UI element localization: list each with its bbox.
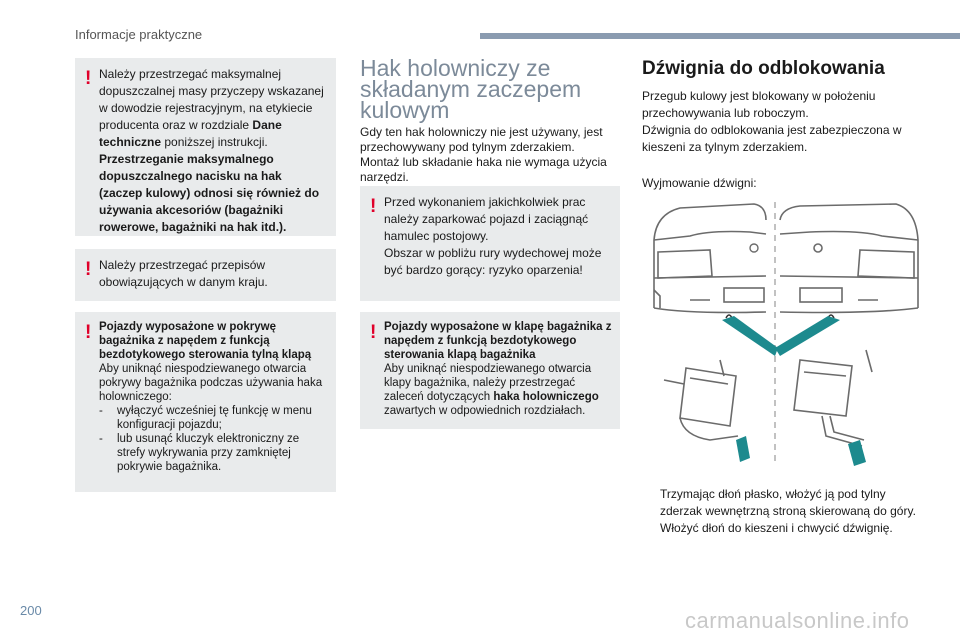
parking-warning: Przed wykonaniem jakichkolwiek prac należy zaparkować pojazd i zaciągnąć hamulec postojowy. Obszar w pobliżu rury wydechowej może być bardzo gorący: ryzyko oparzenia! [384,195,602,277]
warning-icon: ! [85,322,92,343]
car-rear-left-figure [654,204,766,313]
warning-box-regulations [75,249,336,301]
arrow-icon [736,436,750,462]
lever-right-figure [794,350,872,446]
arrow-icon [848,440,866,466]
lever-left-figure [664,360,738,440]
section-title-lever: Dźwignia do odblokowania [642,58,885,79]
bullet-icon [642,520,660,537]
bullet-icon [642,486,660,520]
instruction-item: Trzymając dłoń płasko, włożyć ją pod tylny zderzak wewnętrzną stroną skierowaną do góry. [642,486,922,520]
technical-data-ref: Dane techniczne [99,118,282,149]
tow-hook-intro: Gdy ten hak holowniczy nie jest używany, jest przechowywany pod tylnym zderzakiem. Montaż lub składanie haka nie wymaga użycia narzędzi. [360,125,607,184]
watermark: carmanualsonline.info [685,608,910,633]
instruction-item: Włożyć dłoń do kieszeni i chwycić dźwignię. [642,520,922,537]
warning-icon: ! [370,196,377,217]
lever-removal-subtitle: Wyjmowanie dźwigni: [642,176,757,190]
list-item: - lub usunąć kluczyk elektroniczny ze strefy wykrywania przy zamkniętej pokrywie bagażnika. [99,433,300,473]
tailgate-title: Pojazdy wyposażone w pokrywę bagażnika z napędem z funkcją bezdotykowego sterowania tylną klapą [99,321,312,361]
tailgate-warning [99,320,328,474]
warning-box-tailgate-2 [360,312,620,429]
warning-box-max-load [75,58,336,236]
warning-box-parking [360,186,620,301]
section-title-tow-hook: Hak holowniczy ze składanym zaczepem kulowym [360,55,582,123]
header-bar [480,33,960,39]
list-item: - wyłączyć wcześniej tę funkcję w menu konfiguracji pojazdu; [99,405,312,431]
warning-text: Należy przestrzegać maksymalnej dopuszczalnej masy przyczepy wskazanej w dowodzie rejestracyjnym, na etykiecie producenta oraz w rozdziale [99,67,324,132]
arrow-icon [722,316,840,356]
page-number: 200 [20,603,42,618]
warning-box-tailgate [75,312,336,492]
lever-description: Przegub kulowy jest blokowany w położeniu przechowywania lub roboczym. Dźwignia do odblokowania jest zabezpieczona w kieszeni za tylnym zderzakiem. [642,89,902,154]
regulations-text: Należy przestrzegać przepisów obowiązujących w danym kraju. [99,258,268,289]
car-rear-right-figure [780,204,918,313]
warning-icon: ! [370,322,377,343]
running-header: Informacje praktyczne [75,27,203,42]
tailgate-warning-2: Pojazdy wyposażone w klapę bagażnika z napędem z funkcją bezdotykowego sterowania klapą bagażnika Aby uniknąć niespodziewanego otwarcia klapy bagażnika, należy przestrzegać zaleceń dotyczących haka holowniczego zawartych w odpowiednich rozdziałach. [384,321,612,417]
warning-icon: ! [85,68,92,89]
lever-removal-illustration [650,200,922,470]
tailgate-text: Aby uniknąć niespodziewanego otwarcia pokrywy bagażnika podczas używania haka holowniczego: [99,363,323,403]
warning-icon: ! [85,259,92,280]
nose-weight-note: Przestrzeganie maksymalnego dopuszczalnego nacisku na hak (zaczep kulowy) odnosi się również do używania akcesoriów (bagażniki rowerowe, bagażniki na hak itd.). [99,152,320,234]
lever-instructions [642,486,922,537]
warning-text-end: poniższej instrukcji. [161,135,268,149]
warning-box-text [99,66,328,236]
